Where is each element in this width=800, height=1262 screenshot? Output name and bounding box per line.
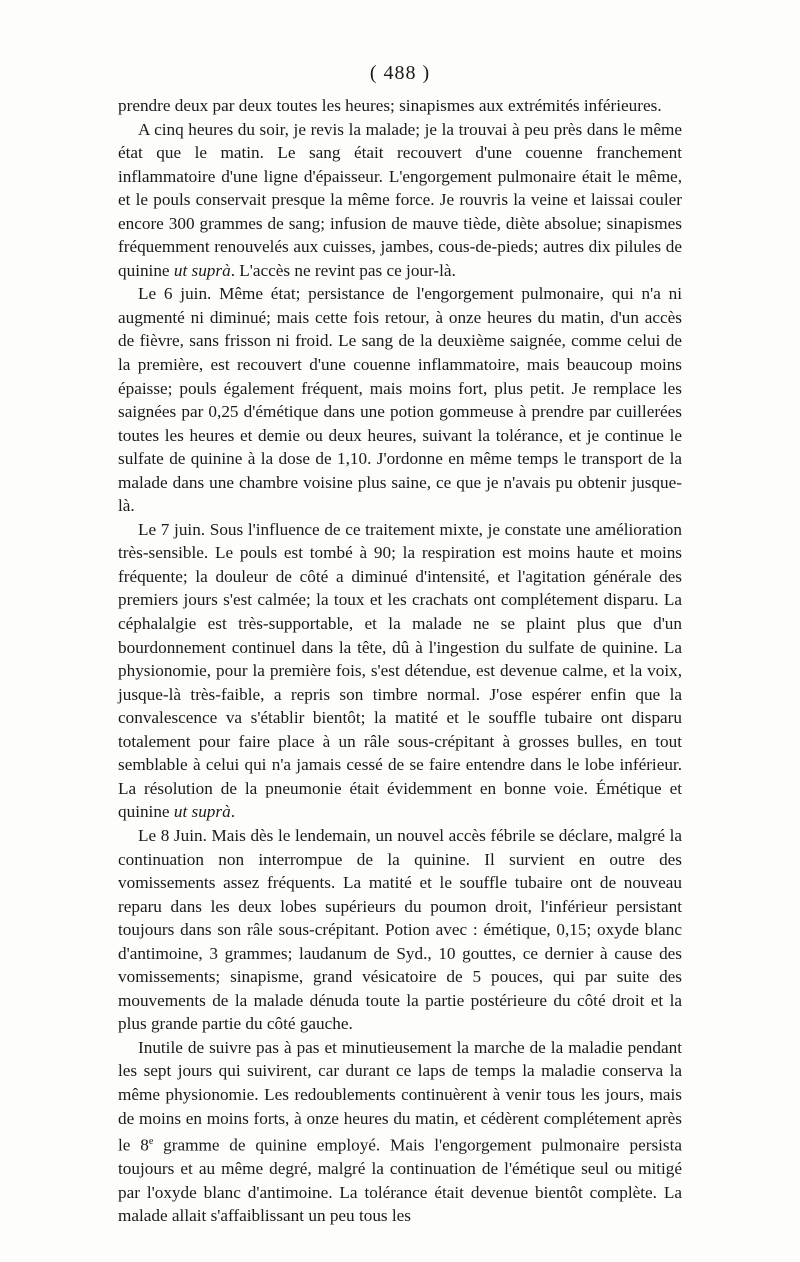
superscript-run: e — [148, 1136, 154, 1148]
text-run: prendre deux par deux toutes les heures; sinapismes aux extrémités inférieures. — [118, 96, 662, 115]
text-run: gramme de quinine employé. Mais l'engorgement pulmonaire persista toujours et au même degré, malgré la continuation de l'émétique seul ou mitigé par l'oxyde blanc d'antimoine. La tolérance était devenue bientôt complète. La malade allait s'affaiblissant un peu tous les — [118, 1135, 682, 1226]
page-number: ( 488 ) — [369, 62, 431, 84]
paragraph-evening-visit — [118, 118, 682, 283]
paragraph-june-6 — [118, 282, 682, 517]
text-run: . — [230, 802, 235, 822]
body-text — [118, 94, 682, 1228]
paragraph-june-7 — [118, 518, 682, 824]
text-run: Inutile de suivre pas à pas et minutieusement la marche de la maladie pendant les sept jours qui suivirent, car durant ce laps de temps la maladie conserva la même physionomie. Les redoublements continuèrent à venir tous les jours, mais de moins en moins forts, à onze heures du matin, et cédèrent complétement après le 8 — [118, 1037, 682, 1155]
text-run: Le 7 juin. Sous l'influence de ce traitement mixte, je constate une amélioration très-sensible. Le pouls est tombé à 90; la respiration est moins haute et moins fréquente; la douleur de côté a diminué d'intensité, et l'agitation générale des premiers jours s'est calmée; la toux et les crachats ont complétement disparu. La céphalalgie est très-supportable, et la malade ne se plaint plus que d'un bourdonnement continuel dans la tête, dû à l'ingestion du sulfate de quinine. La physionomie, pour la première fois, s'est détendue, est devenue calme, et la voix, jusque-là très-faible, a repris son timbre normal. J'ose espérer enfin que la convalescence va s'établir bientôt; la matité et le souffle tubaire ont disparu totalement pour faire place à un râle sous-crépitant à grosses bulles, en tout semblable à celui qui n'a jamais cessé de se faire entendre dans le lobe inférieur. La résolution de la pneumonie était évidemment en bonne voie. Émétique et quinine — [118, 519, 682, 822]
paragraph-continuation — [118, 94, 682, 118]
text-run: . L'accès ne revint pas ce jour-là. — [230, 260, 456, 280]
text-run: Le 6 juin. Même état; persistance de l'engorgement pulmonaire, qui n'a ni augmenté ni diminué; mais cette fois retour, à onze heures du matin, d'un accès de fièvre, sans frisson ni froid. Le sang de la deuxième saignée, comme celui de la première, est recouvert d'une couenne inflammatoire, mais beaucoup moins épaisse; pouls également fréquent, mais moins fort, plus petit. Je remplace les saignées par 0,25 d'émétique dans une potion gommeuse à prendre par cuillerées toutes les heures et demie ou deux heures, suivant la tolérance, et je continue le sulfate de quinine à la dose de 1,10. J'ordonne en même temps le transport de la malade dans une chambre voisine plus saine, ce que je n'avais pu obtenir jusque-là. — [118, 284, 682, 516]
paragraph-following-days — [118, 1036, 682, 1228]
italic-run: ut suprà — [173, 260, 231, 280]
paragraph-june-8 — [118, 824, 682, 1036]
text-run: A cinq heures du soir, je revis la malade; je la trouvai à peu près dans le même état que le matin. Le sang était recouvert d'une couenne franchement inflammatoire d'une ligne d'épaisseur. L'engorgement pulmonaire était le même, et le pouls conservait presque la même force. Je rouvris la veine et laissai couler encore 300 grammes de sang; infusion de mauve tiède, diète absolue; sinapismes fréquemment renouvelés aux cuisses, jambes, cous-de-pieds; autres dix pilules de quinine — [118, 119, 682, 280]
italic-run: ut suprà — [173, 802, 231, 822]
text-run: Le 8 Juin. Mais dès le lendemain, un nouvel accès fébrile se déclare, malgré la continuation non interrompue de la quinine. Il survient en outre des vomissements assez fréquents. La matité et le souffle tubaire ont de nouveau reparu dans les deux lobes supérieurs du poumon droit, l'inférieur persistant toujours dans son râle sous-crépitant. Potion avec : émétique, 0,15; oxyde blanc d'antimoine, 3 grammes; laudanum de Syd., 10 gouttes, ce dernier à cause des vomissements; sinapisme, grand vésicatoire de 5 pouces, qui par suite des mouvements de la malade dénuda toute la partie postérieure du côté droit et la plus grande partie du côté gauche. — [118, 825, 682, 1034]
